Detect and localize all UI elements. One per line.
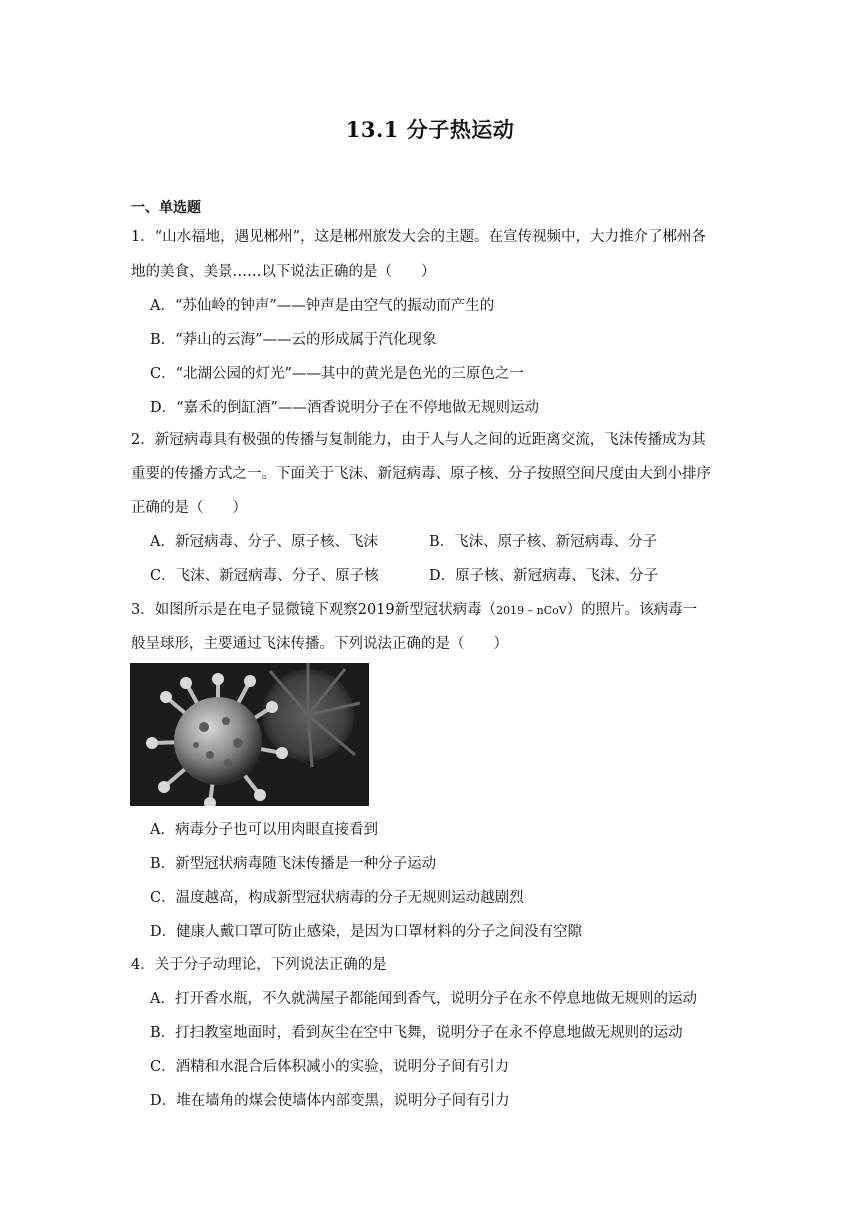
- q3-virus-code: 2019 – nCoV: [496, 604, 567, 617]
- q3-text-post: ）的照片。该病毒一: [566, 602, 698, 618]
- q3-option-b: B．新型冠状病毒随飞沫传播是一种分子运动: [150, 856, 437, 872]
- q1-option-b: B．“莽山的云海”——云的形成属于汽化现象: [150, 332, 437, 348]
- question-3-text-cont: 般呈球形，主要通过飞沫传播。下列说法正确的是（ ）: [131, 636, 508, 652]
- q1-option-c: C．“北湖公园的灯光”——其中的黄光是色光的三原色之一: [150, 366, 524, 382]
- q1-option-a: A．“苏仙岭的钟声”——钟声是由空气的振动而产生的: [150, 298, 495, 314]
- q3-option-d: D．健康人戴口罩可防止感染，是因为口罩材料的分子之间没有空隙: [150, 924, 583, 940]
- question-2-text-cont: 重要的传播方式之一。下面关于飞沫、新冠病毒、原子核、分子按照空间尺度由大到小排序: [131, 466, 711, 482]
- q3-option-a: A．病毒分子也可以用肉眼直接看到: [150, 822, 378, 838]
- question-1-text: 1．“山水福地，遇见郴州”，这是郴州旅发大会的主题。在宣传视频中，大力推介了郴州各: [131, 229, 707, 245]
- q4-option-d: D．堆在墙角的煤会使墙体内部变黑，说明分子间有引力: [150, 1093, 510, 1109]
- question-3-text: [131, 600, 697, 621]
- section-heading: 一、单选题: [131, 200, 201, 216]
- q2-option-c: C．飞沫、新冠病毒、分子、原子核: [150, 568, 379, 584]
- question-1-text-cont: 地的美食、美景……以下说法正确的是（ ）: [131, 264, 436, 280]
- q2-option-a: A．新冠病毒、分子、原子核、飞沫: [150, 534, 378, 550]
- q4-option-c: C．酒精和水混合后体积减小的实验，说明分子间有引力: [150, 1059, 510, 1075]
- q2-option-b: B．飞沫、原子核、新冠病毒、分子: [429, 534, 658, 550]
- coronavirus-photo: [130, 663, 369, 806]
- q4-option-a: A．打开香水瓶，不久就满屋子都能闻到香气，说明分子在永不停息地做无规则的运动: [150, 991, 697, 1007]
- question-4-text: 4．关于分子动理论，下列说法正确的是: [131, 957, 387, 973]
- q1-option-d: D．“嘉禾的倒缸酒”——酒香说明分子在不停地做无规则运动: [150, 400, 539, 416]
- question-2-text-cont2: 正确的是（ ）: [131, 500, 247, 516]
- q4-option-b: B．打扫教室地面时，看到灰尘在空中飞舞，说明分子在永不停息地做无规则的运动: [150, 1025, 683, 1041]
- q2-option-d: D．原子核、新冠病毒、飞沫、分子: [429, 568, 659, 584]
- question-2-text: 2．新冠病毒具有极强的传播与复制能力，由于人与人之间的近距离交流，飞沫传播成为其: [131, 432, 706, 448]
- page-title: 13.1 分子热运动: [345, 117, 515, 142]
- q3-text-pre: 3．如图所示是在电子显微镜下观察2019新型冠状病毒（: [131, 602, 497, 618]
- q3-option-c: C．温度越高，构成新型冠状病毒的分子无规则运动越剧烈: [150, 890, 524, 906]
